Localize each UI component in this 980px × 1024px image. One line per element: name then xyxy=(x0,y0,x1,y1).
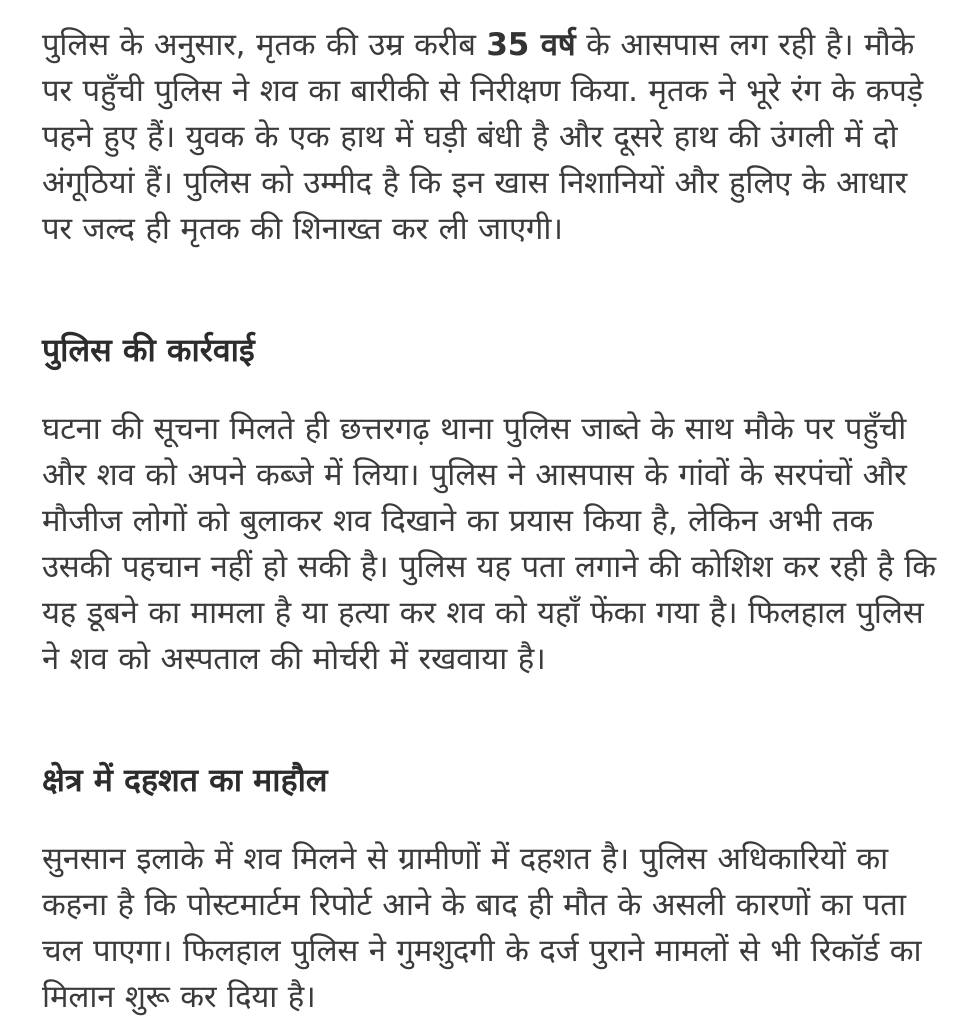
section-heading-police-action: पुलिस की कार्रवाई xyxy=(42,331,255,369)
paragraph-1-text-end: के आसपास लग रही है। मौके पर पहुँची पुलिस ने शव का बारीकी से निरीक्षण किया. मृतक ने भूरे रंग के कपड़े पहने हुए हैं। युवक के एक हाथ में घड़ी बंधी है और दूसरे हाथ की उंगली में दो अंगूठियां हैं। पुलिस को उम्मीद है कि इन खास निशानियों और हुलिए के आधार पर जल्द ही मृतक की शिनाख्त कर ली जाएगी। xyxy=(42,27,923,247)
paragraph-1-bold-age: 35 वर्ष xyxy=(486,27,576,63)
article-paragraph-2: घटना की सूचना मिलते ही छत्तरगढ़ थाना पुलिस जाब्ते के साथ मौके पर पहुँची और शव को अपने कब्जे में लिया। पुलिस ने आसपास के गांवों के सरपंचों और मौजीज लोगों को बुलाकर शव दिखाने का प्रयास किया है, लेकिन अभी तक उसकी पहचान नहीं हो सकी है। पुलिस यह पता लगाने की कोशिश कर रही है कि यह डूबने का मामला है या हत्या कर शव को यहाँ फेंका गया है। फिलहाल पुलिस ने शव को अस्पताल की मोर्चरी में रखवाया है। xyxy=(42,411,936,677)
paragraph-1-text-start: पुलिस के अनुसार, मृतक की उम्र करीब xyxy=(42,27,487,63)
article-paragraph-1 xyxy=(42,22,940,298)
section-heading-area-fear: क्षेत्र में दहशत का माहौल xyxy=(42,761,328,799)
article-paragraph-3: सुनसान इलाके में शव मिलने से ग्रामीणों में दहशत है। पुलिस अधिकारियों का कहना है कि पोस्टमार्टम रिपोर्ट आने के बाद ही मौत के असली कारणों का पता चल पाएगा। फिलहाल पुलिस ने गुमशुदगी के दर्ज पुराने मामलों से भी रिकॉर्ड का मिलान शुरू कर दिया है। xyxy=(42,841,922,1015)
